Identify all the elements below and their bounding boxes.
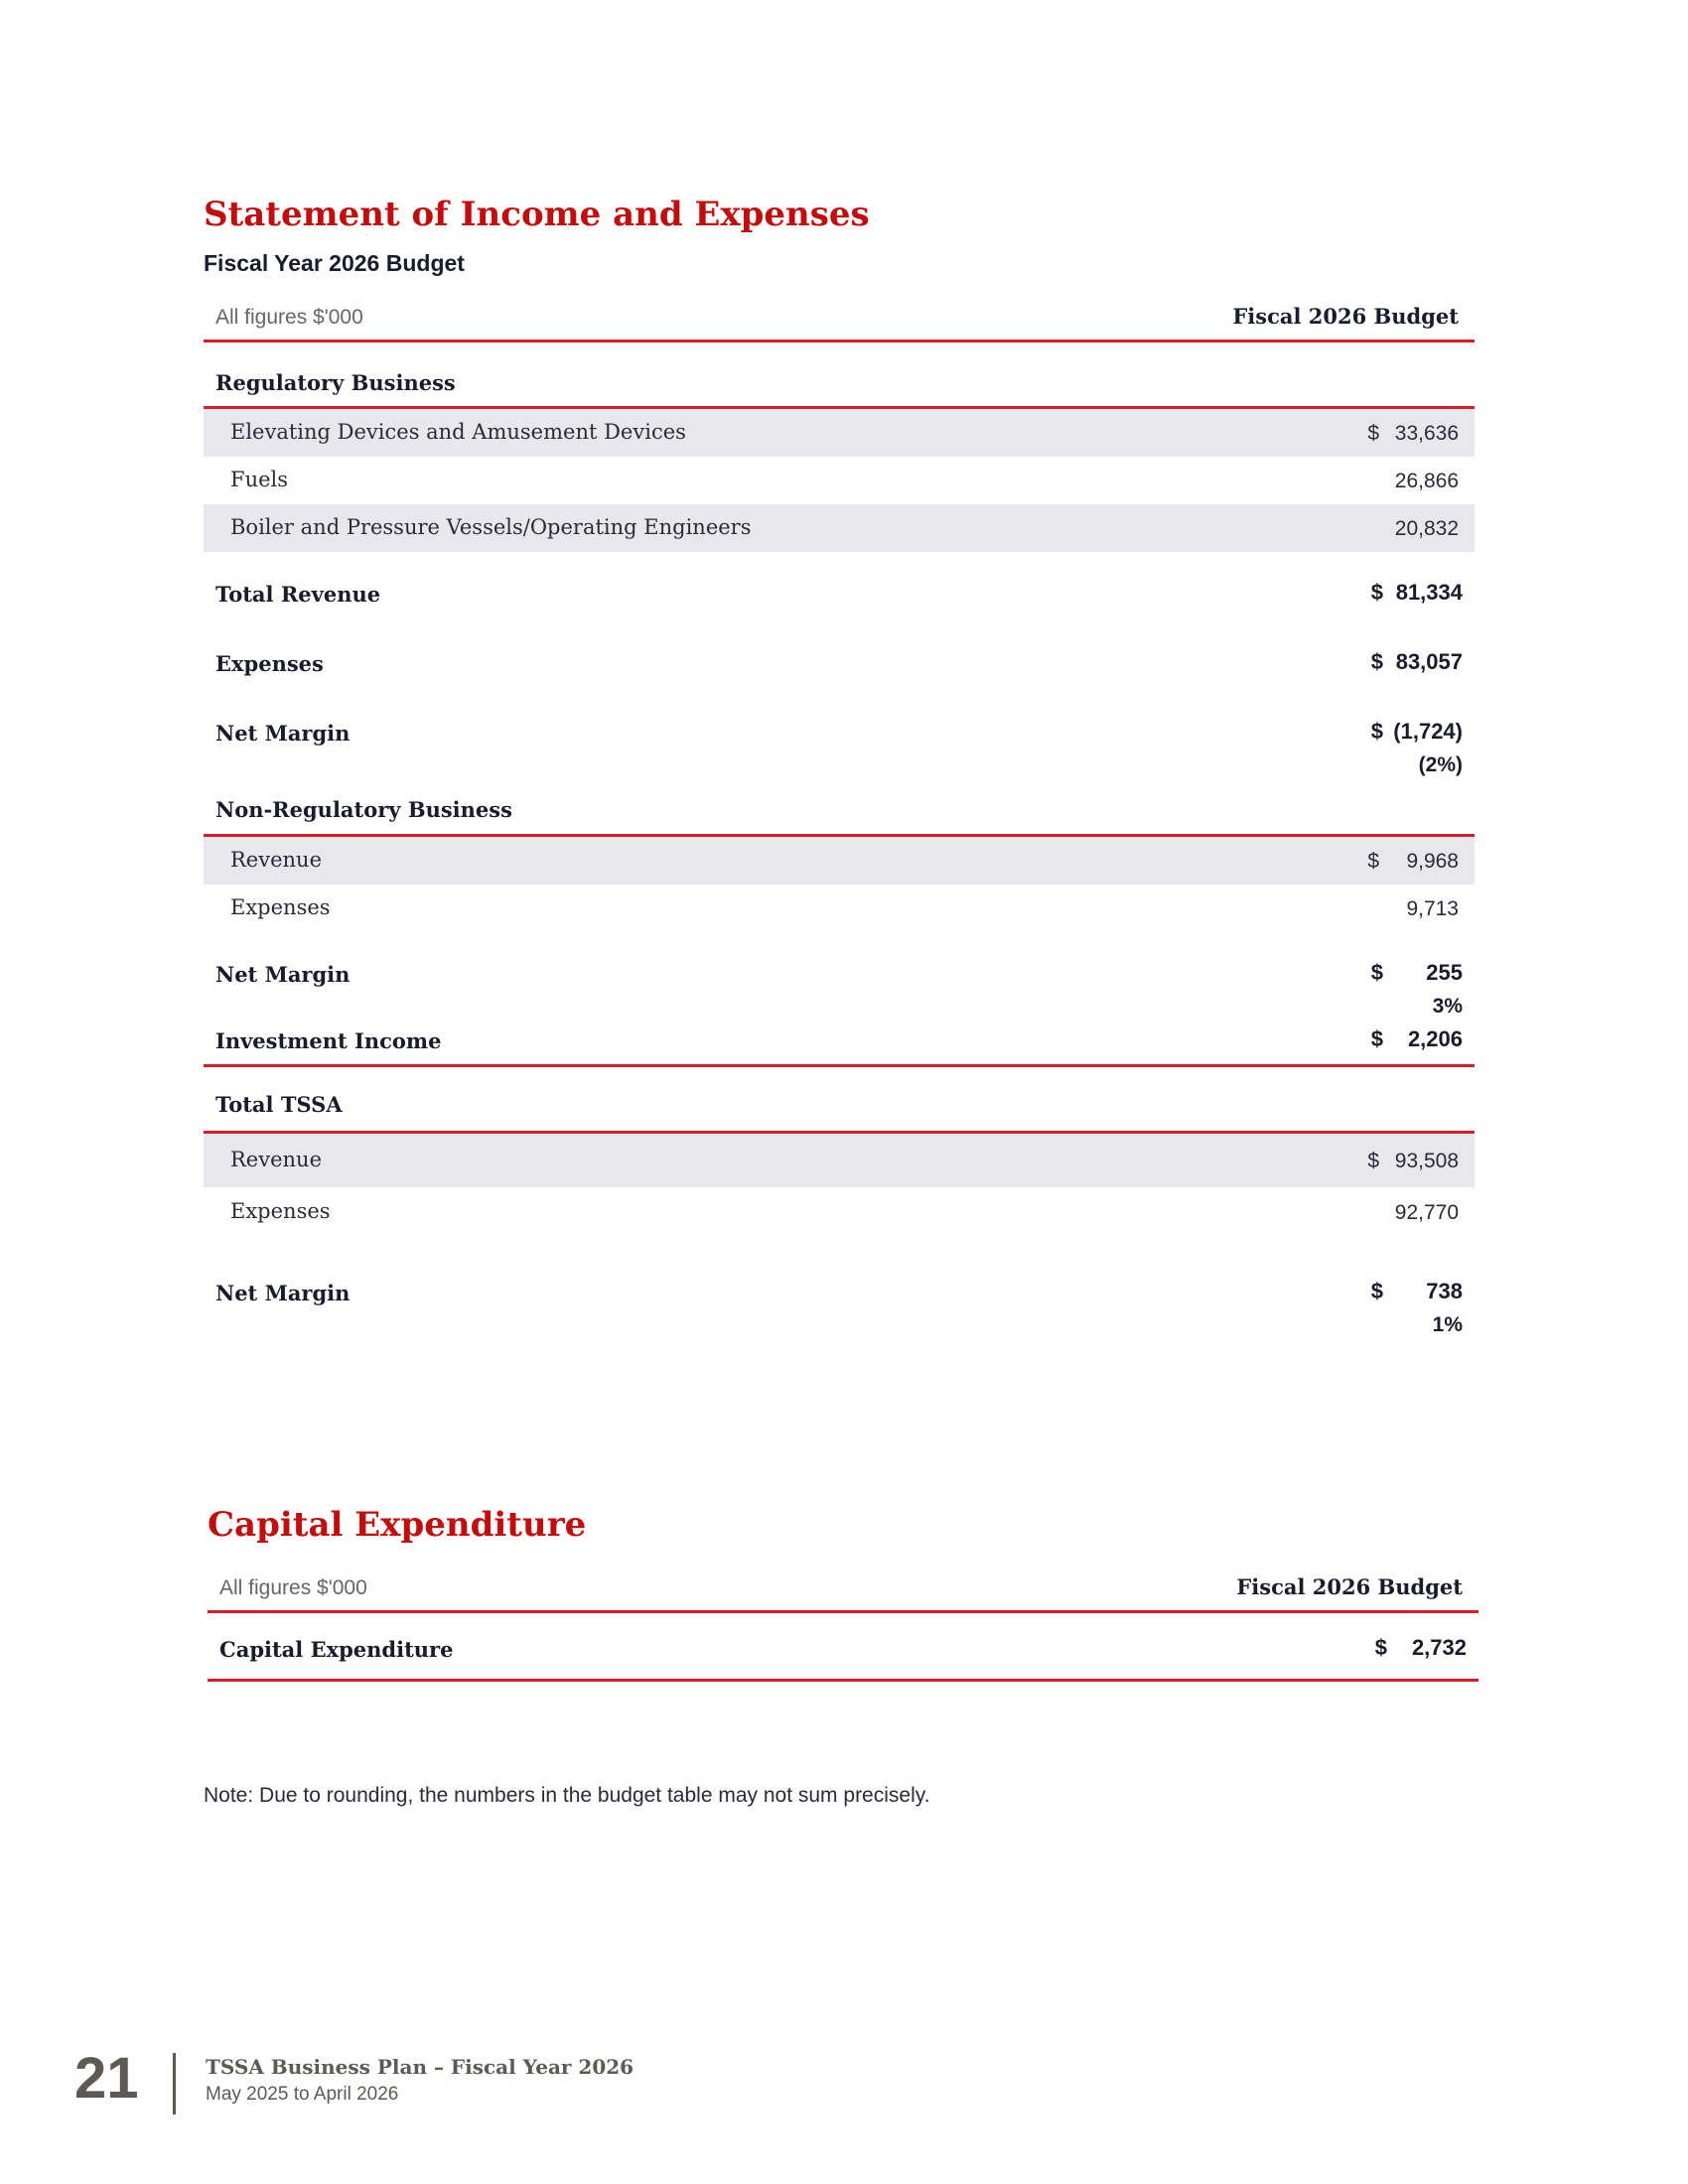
- income-statement-title: Statement of Income and Expenses: [204, 195, 870, 234]
- income-statement-table: [204, 294, 1475, 1348]
- total-tssa-net-margin-row: Net Margin $ 738 1%: [215, 1279, 1463, 1336]
- investment-income-row: Investment Income $ 2,206: [204, 1023, 1475, 1067]
- section-heading-regulatory: Regulatory Business: [204, 342, 1475, 409]
- column-header: Fiscal 2026 Budget: [1236, 1574, 1463, 1599]
- table-header: [208, 1565, 1478, 1613]
- row-value: 20,832: [1394, 517, 1459, 540]
- table-row: [204, 1187, 1475, 1239]
- units-label: All figures $'000: [215, 306, 363, 329]
- footer-doc-title: TSSA Business Plan – Fiscal Year 2026: [206, 2055, 634, 2079]
- regulatory-net-margin-row: Net Margin $ (1,724) (2%): [215, 719, 1463, 776]
- row-label: Fuels: [230, 468, 289, 491]
- row-value: 9,713: [1406, 897, 1459, 920]
- column-header: Fiscal 2026 Budget: [1232, 304, 1459, 329]
- table-row: [204, 1134, 1475, 1187]
- units-label: All figures $'000: [219, 1576, 367, 1599]
- section-heading-total-tssa: Total TSSA: [204, 1067, 1475, 1134]
- net-margin-percent: 3%: [1432, 995, 1463, 1018]
- row-value: 92,770: [1394, 1201, 1459, 1224]
- total-revenue-row: Total Revenue $ 81,334: [215, 580, 1463, 607]
- row-currency: $: [1367, 1150, 1379, 1172]
- row-value: 26,866: [1394, 470, 1459, 492]
- capital-expenditure-row: Capital Expenditure $ 2,732: [208, 1613, 1478, 1682]
- table-row: [204, 504, 1475, 552]
- net-margin-percent: 1%: [1432, 1313, 1463, 1336]
- capital-expenditure-table: [208, 1565, 1478, 1682]
- row-label: Revenue: [230, 848, 323, 872]
- row-value: 33,636: [1394, 422, 1459, 445]
- row-value: 9,968: [1406, 850, 1459, 873]
- table-header: [204, 294, 1475, 342]
- table-row: [204, 885, 1475, 932]
- section-heading-non-regulatory: Non-Regulatory Business: [204, 789, 1475, 837]
- row-label: Elevating Devices and Amusement Devices: [230, 420, 686, 444]
- table-row: [204, 457, 1475, 504]
- table-row: [204, 409, 1475, 457]
- footer-period: May 2025 to April 2026: [206, 2084, 399, 2105]
- income-statement-subtitle: Fiscal Year 2026 Budget: [204, 250, 465, 276]
- rounding-note: Note: Due to rounding, the numbers in the budget table may not sum precisely.: [204, 1784, 930, 1807]
- footer-divider: [173, 2053, 176, 2115]
- non-regulatory-net-margin-row: Net Margin $ 255 3%: [215, 960, 1463, 1018]
- row-currency: $: [1367, 422, 1379, 445]
- row-currency: $: [1367, 850, 1379, 873]
- expenses-row: Expenses $ 83,057: [215, 649, 1463, 676]
- page-number: 21: [74, 2046, 139, 2111]
- table-row: [204, 837, 1475, 885]
- capital-expenditure-title: Capital Expenditure: [208, 1505, 587, 1545]
- row-label: Expenses: [230, 895, 331, 919]
- row-label: Revenue: [230, 1148, 323, 1171]
- row-value: 93,508: [1394, 1150, 1459, 1172]
- row-label: Boiler and Pressure Vessels/Operating Engineers: [230, 515, 752, 539]
- row-label: Expenses: [230, 1199, 331, 1223]
- net-margin-percent: (2%): [1418, 753, 1463, 776]
